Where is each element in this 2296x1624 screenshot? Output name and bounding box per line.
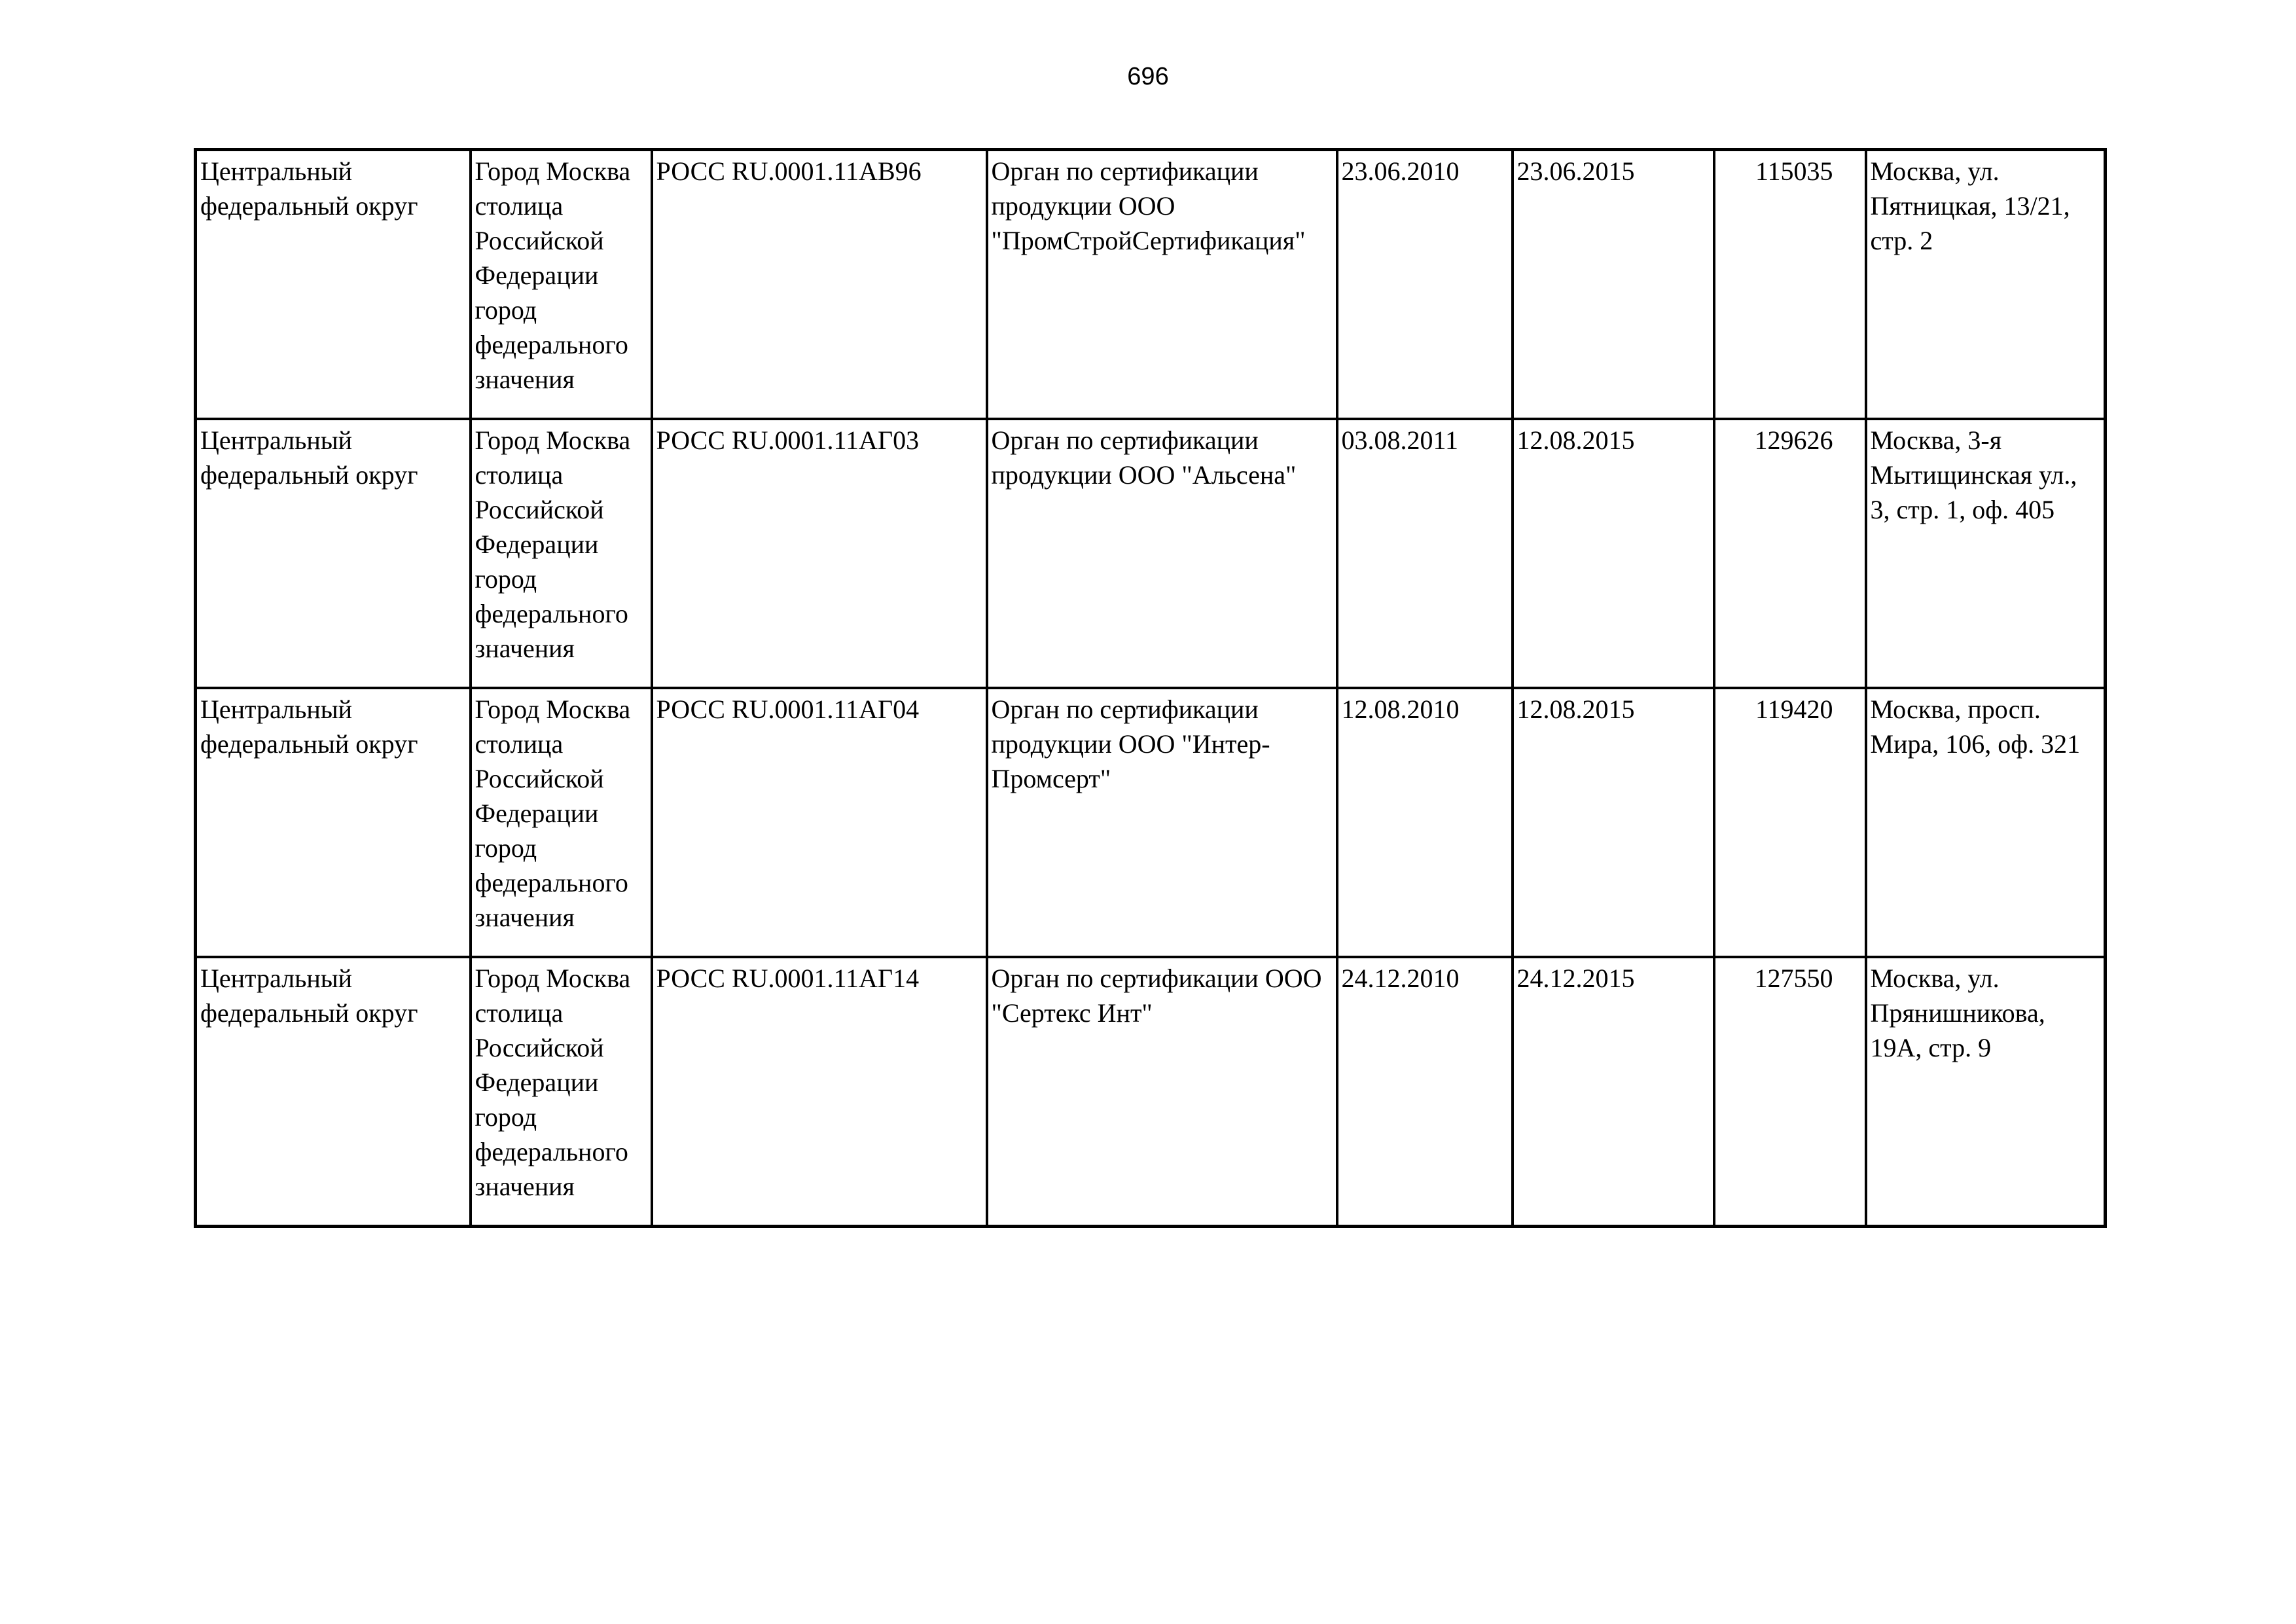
date-from-cell: 12.08.2010 (1337, 688, 1513, 957)
table-row (196, 150, 2106, 420)
organization-cell: Орган по сертификации продукции ООО "Альсена" (987, 419, 1337, 688)
date-to-cell: 23.06.2015 (1513, 150, 1714, 420)
registration-number-cell: РОСС RU.0001.11АГ04 (652, 688, 987, 957)
date-to-cell: 24.12.2015 (1513, 957, 1714, 1227)
address-cell: Москва, просп. Мира, 106, оф. 321 (1866, 688, 2106, 957)
organization-cell: Орган по сертификации ООО "Сертекс Инт" (987, 957, 1337, 1227)
date-from-cell: 03.08.2011 (1337, 419, 1513, 688)
organization-cell: Орган по сертификации продукции ООО "Интер-Промсерт" (987, 688, 1337, 957)
postal-code-cell: 127550 (1714, 957, 1866, 1227)
certification-bodies-table (194, 148, 2107, 1228)
registration-number-cell: РОСС RU.0001.11АГ03 (652, 419, 987, 688)
district-cell: Центральный федеральный округ (196, 688, 471, 957)
registration-number-cell: РОСС RU.0001.11АГ14 (652, 957, 987, 1227)
date-from-cell: 24.12.2010 (1337, 957, 1513, 1227)
table-row (196, 419, 2106, 688)
postal-code-cell: 119420 (1714, 688, 1866, 957)
table-row (196, 957, 2106, 1227)
region-cell: Город Москва столица Российской Федерации город федерального значения (471, 957, 652, 1227)
region-cell: Город Москва столица Российской Федерации город федерального значения (471, 150, 652, 420)
organization-cell: Орган по сертификации продукции ООО "ПромСтройСертификация" (987, 150, 1337, 420)
postal-code-cell: 115035 (1714, 150, 1866, 420)
district-cell: Центральный федеральный округ (196, 419, 471, 688)
region-cell: Город Москва столица Российской Федерации город федерального значения (471, 419, 652, 688)
district-cell: Центральный федеральный округ (196, 957, 471, 1227)
district-cell: Центральный федеральный округ (196, 150, 471, 420)
table-row (196, 688, 2106, 957)
region-cell: Город Москва столица Российской Федерации город федерального значения (471, 688, 652, 957)
address-cell: Москва, 3-я Мытищинская ул., 3, стр. 1, оф. 405 (1866, 419, 2106, 688)
date-to-cell: 12.08.2015 (1513, 688, 1714, 957)
address-cell: Москва, ул. Прянишникова, 19А, стр. 9 (1866, 957, 2106, 1227)
postal-code-cell: 129626 (1714, 419, 1866, 688)
date-from-cell: 23.06.2010 (1337, 150, 1513, 420)
page-number: 696 (1127, 63, 1169, 90)
address-cell: Москва, ул. Пятницкая, 13/21, стр. 2 (1866, 150, 2106, 420)
date-to-cell: 12.08.2015 (1513, 419, 1714, 688)
registration-number-cell: РОСС RU.0001.11АВ96 (652, 150, 987, 420)
